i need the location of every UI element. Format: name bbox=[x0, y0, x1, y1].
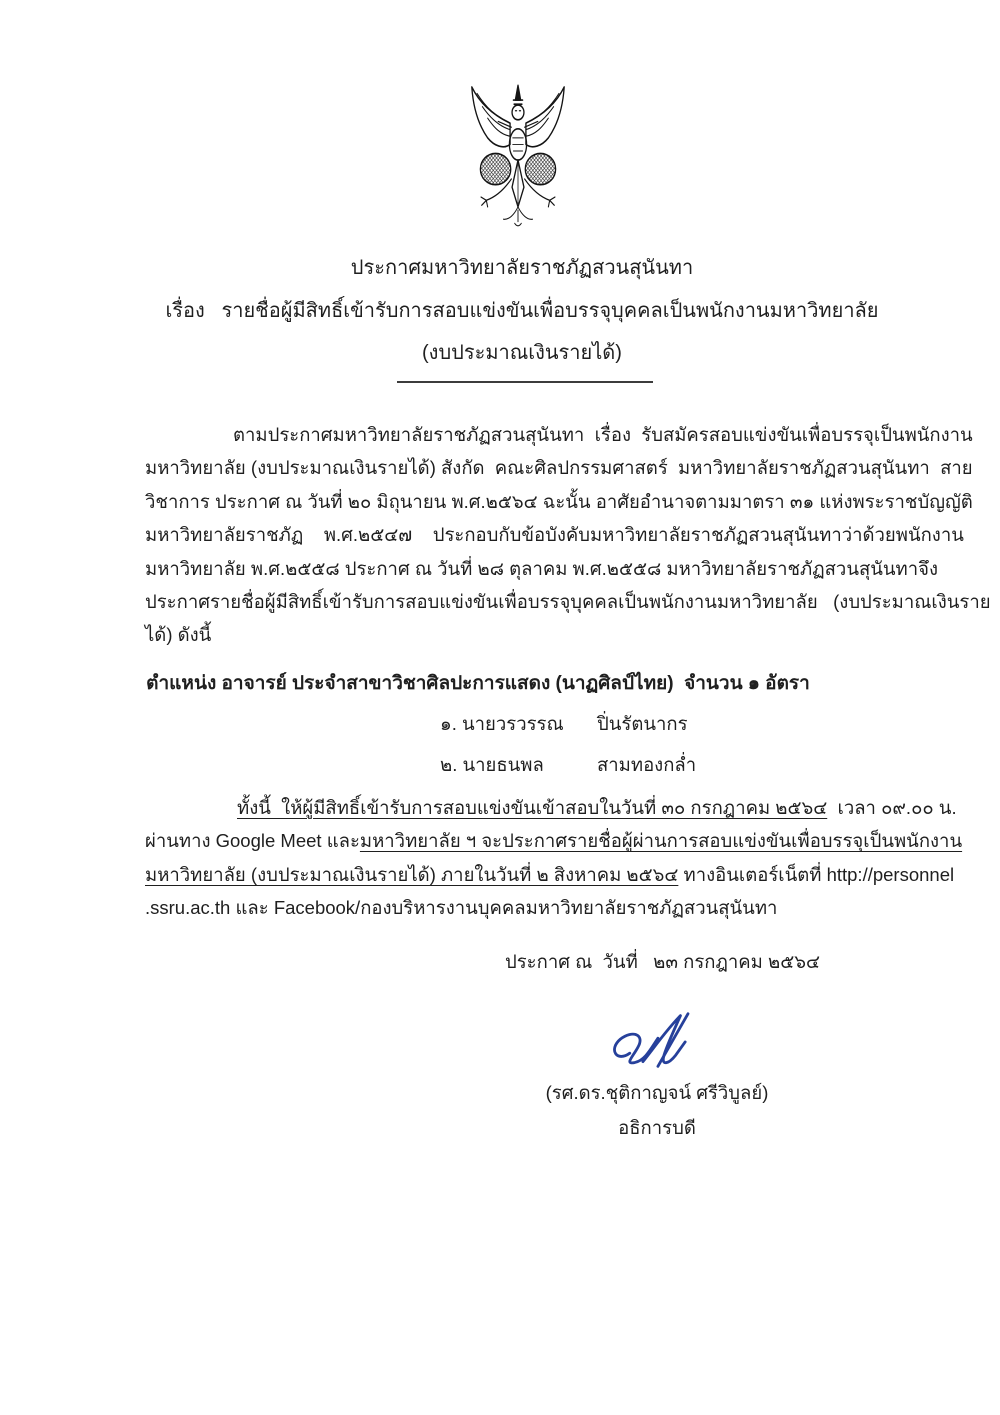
plain-text: เวลา ๐๙.๐๐ น. bbox=[827, 797, 957, 818]
paragraph-line: ตามประกาศมหาวิทยาลัยราชภัฏสวนสุนันทา เรื่อง รับสมัครสอบแข่งขันเพื่อบรรจุเป็นพนักงาน bbox=[233, 424, 973, 445]
garuda-emblem-icon bbox=[452, 82, 584, 234]
candidate-surname: ปิ่นรัตนากร bbox=[597, 713, 688, 734]
candidate-list bbox=[440, 703, 696, 785]
candidate-row bbox=[440, 703, 696, 744]
candidate-number-name: ๒. นายธนพล bbox=[440, 754, 544, 775]
underlined-text: มหาวิทยาลัย ฯ จะประกาศรายชื่อผู้ผ่านการสอบแข่งขันเพื่อบรรจุเป็นพนักงาน bbox=[359, 830, 963, 852]
opening-paragraph bbox=[145, 418, 991, 652]
paragraph-line: มหาวิทยาลัยราชภัฏ พ.ศ.๒๕๔๗ ประกอบกับข้อบังคับมหาวิทยาลัยราชภัฏสวนสุนันทาว่าด้วยพนักงาน bbox=[145, 524, 964, 546]
candidate-number-name: ๑. นายวรวรรณ bbox=[440, 713, 564, 734]
document-title-block bbox=[22, 247, 1000, 375]
candidate-surname: สามทองกล่ำ bbox=[597, 754, 697, 775]
paragraph-line: วิชาการ ประกาศ ณ วันที่ ๒๐ มิถุนายน พ.ศ.๒๕๖๔ ฉะนั้น อาศัยอำนาจตามมาตรา ๓๑ แห่งพระราชบัญญัติ bbox=[145, 490, 973, 512]
signer-name: (รศ.ดร.ชุติกาญจน์ ศรีวิบูลย์) bbox=[545, 1082, 769, 1103]
announcement-subject: เรื่อง รายชื่อผู้มีสิทธิ์เข้ารับการสอบแข่งขันเพื่อบรรจุบุคคลเป็นพนักงานมหาวิทยาลัย bbox=[165, 299, 879, 322]
paragraph-line bbox=[145, 824, 963, 857]
candidate-row bbox=[440, 744, 696, 785]
signature-block bbox=[518, 1008, 796, 1143]
signature-icon bbox=[596, 1008, 718, 1074]
position-heading: ตำแหน่ง อาจารย์ ประจำสาขาวิชาศิลปะการแสดง (นาฏศิลป์ไทย) จำนวน ๑ อัตรา bbox=[146, 673, 810, 694]
paragraph-line: มหาวิทยาลัย (งบประมาณเงินรายได้) สังกัด คณะศิลปกรรมศาสตร์ มหาวิทยาลัยราชภัฏสวนสุนันทา สาย bbox=[145, 457, 973, 479]
announcement-date-line: ประกาศ ณ วันที่ ๒๓ กรกฎาคม ๒๕๖๔ bbox=[505, 951, 820, 972]
underlined-text: ทั้งนี้ ให้ผู้มีสิทธิ์เข้ารับการสอบแข่งขันเข้าสอบในวันที่ ๓๐ กรกฎาคม ๒๕๖๔ bbox=[237, 797, 828, 818]
plain-text: ผ่านทาง Google Meet และ bbox=[145, 830, 360, 852]
budget-source-line: (งบประมาณเงินรายได้) bbox=[422, 342, 622, 364]
announcement-title: ประกาศมหาวิทยาลัยราชภัฏสวนสุนันทา bbox=[350, 257, 694, 279]
underlined-text: มหาวิทยาลัย (งบประมาณเงินรายได้) ภายในวันที่ ๒ สิงหาคม ๒๕๖๔ bbox=[145, 863, 679, 885]
plain-text: .ssru.ac.th และ Facebook/กองบริหารงานบุคคลมหาวิทยาลัยราชภัฏสวนสุนันทา bbox=[145, 897, 778, 919]
paragraph-line bbox=[145, 858, 955, 891]
signer-title: อธิการบดี bbox=[618, 1117, 696, 1138]
divider-line bbox=[397, 381, 653, 383]
schedule-paragraph bbox=[145, 791, 963, 925]
paragraph-line bbox=[145, 891, 945, 924]
paragraph-line bbox=[145, 791, 957, 824]
plain-text: ทางอินเตอร์เน็ตที่ http://personnel bbox=[678, 863, 955, 885]
paragraph-line: มหาวิทยาลัย พ.ศ.๒๕๕๘ ประกาศ ณ วันที่ ๒๘ ตุลาคม พ.ศ.๒๕๕๘ มหาวิทยาลัยราชภัฏสวนสุนันทาจึง bbox=[145, 557, 939, 579]
paragraph-line: ได้) ดังนี้ bbox=[145, 624, 212, 646]
paragraph-line: ประกาศรายชื่อผู้มีสิทธิ์เข้ารับการสอบแข่งขันเพื่อบรรจุบุคคลเป็นพนักงานมหาวิทยาลัย (งบประมาณเงินราย bbox=[145, 591, 991, 613]
